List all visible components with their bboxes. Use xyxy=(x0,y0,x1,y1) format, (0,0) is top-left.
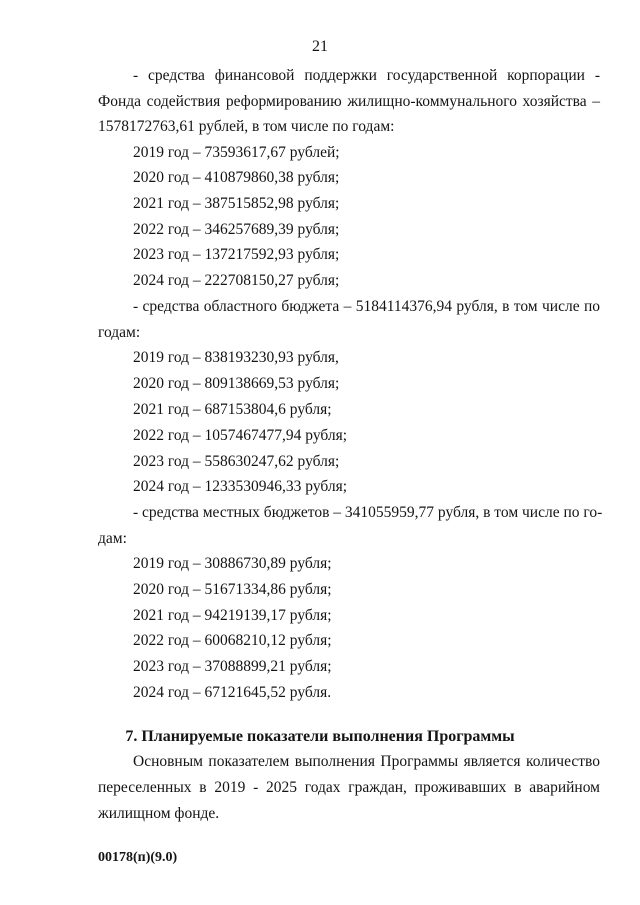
list-item-federal-2022: 2022 год – 346257689,39 рубля; xyxy=(133,221,340,238)
paragraph-federal-fund-line3: 1578172763,61 рублей, в том числе по годам: xyxy=(98,118,395,135)
section-paragraph-line2: переселенных в 2019 - 2025 годах граждан, проживавших в аварийном xyxy=(98,779,600,796)
section-heading: 7. Планируемые показатели выполнения Программы xyxy=(125,728,515,745)
paragraph-regional-budget-line2: годам: xyxy=(98,324,141,341)
paragraph-local-budget-line2: дам: xyxy=(98,530,127,547)
list-item-local-2019: 2019 год – 30886730,89 рубля; xyxy=(133,555,332,572)
list-item-local-2021: 2021 год – 94219139,17 рубля; xyxy=(133,607,332,624)
list-item-local-2020: 2020 год – 51671334,86 рубля; xyxy=(133,581,332,598)
list-item-regional-2019: 2019 год – 838193230,93 рубля, xyxy=(133,349,339,366)
list-item-regional-2024: 2024 год – 1233530946,33 рубля; xyxy=(133,478,348,495)
list-item-local-2023: 2023 год – 37088899,21 рубля; xyxy=(133,658,332,675)
list-item-federal-2021: 2021 год – 387515852,98 рубля; xyxy=(133,195,340,212)
document-code: 00178(п)(9.0) xyxy=(98,850,178,865)
list-item-federal-2020: 2020 год – 410879860,38 рубля; xyxy=(133,169,340,186)
list-item-regional-2023: 2023 год – 558630247,62 рубля; xyxy=(133,453,340,470)
list-item-local-2024: 2024 год – 67121645,52 рубля. xyxy=(133,684,332,701)
paragraph-local-budget-line1: - средства местных бюджетов – 341055959,77 рубля, в том числе по го- xyxy=(133,504,603,521)
list-item-local-2022: 2022 год – 60068210,12 рубля; xyxy=(133,632,332,649)
paragraph-federal-fund-line2: Фонда содействия реформированию жилищно-коммунального хозяйства – xyxy=(98,93,600,110)
list-item-regional-2020: 2020 год – 809138669,53 рубля; xyxy=(133,375,340,392)
paragraph-regional-budget-line1: - средства областного бюджета – 5184114376,94 рубля, в том числе по xyxy=(133,298,600,315)
page-number: 21 xyxy=(312,38,328,55)
list-item-regional-2021: 2021 год – 687153804,6 рубля; xyxy=(133,401,332,418)
list-item-regional-2022: 2022 год – 1057467477,94 рубля; xyxy=(133,427,348,444)
list-item-federal-2024: 2024 год – 222708150,27 рубля; xyxy=(133,272,340,289)
section-paragraph-line1: Основным показателем выполнения Программы является количество xyxy=(133,753,600,770)
paragraph-federal-fund-line1: - средства финансовой поддержки государственной корпорации - xyxy=(133,67,600,84)
section-paragraph-line3: жилищном фонде. xyxy=(98,805,220,822)
list-item-federal-2023: 2023 год – 137217592,93 рубля; xyxy=(133,246,340,263)
list-item-federal-2019: 2019 год – 73593617,67 рублей; xyxy=(133,144,340,161)
